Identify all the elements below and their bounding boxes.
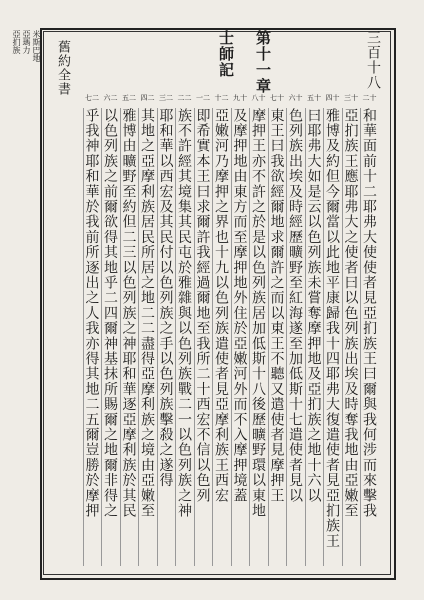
text-column: 乎我神耶和華於我前所逐出之人我亦得其地二五爾豈勝於摩押: [83, 108, 100, 519]
verse-number: 十九: [232, 94, 248, 101]
text-column: 曰耶弗大如是云以色列族未嘗奪摩押地及亞扪族之地十六以: [305, 108, 322, 504]
text-column: 雅博由曠野至約但二三以色列族之神耶和華逐亞摩利族於其民: [120, 108, 137, 519]
column-rule: [101, 108, 102, 566]
column-rule: [249, 108, 250, 566]
text-column: 以色列族之前爾欲得其地乎二四爾神基抹所賜爾之地爾非得之: [102, 108, 118, 519]
text-column: 和華面前十二耶弗大使使者見亞扪族王曰爾與我何涉而來擊我: [361, 108, 377, 519]
verse-number: 十五: [306, 94, 322, 101]
column-rule: [138, 108, 139, 566]
column-rule: [83, 108, 84, 566]
verse-number: 十七: [269, 94, 285, 101]
verse-number: 二三: [158, 94, 174, 101]
column-rule: [268, 108, 269, 566]
margin-note: 亞瑪力: [22, 30, 31, 54]
verse-number: 二二: [177, 94, 192, 101]
column-rule: [120, 108, 121, 566]
verse-number: 二四: [140, 94, 155, 101]
text-column: 亞扪族王應耶弗大之使者曰以色列族出埃及時奪我地由亞嫩至: [342, 108, 359, 519]
column-rule: [286, 108, 287, 566]
verse-number: 二七: [84, 94, 100, 101]
verse-number: 二六: [103, 94, 118, 101]
verse-number: 二十: [214, 94, 229, 101]
column-rule: [305, 108, 306, 566]
verse-number: 十六: [288, 94, 303, 101]
text-column: 雅博及約但今爾當以此地平康歸我十四耶弗大復遣使者見亞扪族王: [324, 108, 340, 549]
page-number: 三百十八: [365, 30, 381, 90]
column-rule: [212, 108, 213, 566]
verse-number: 十四: [325, 94, 340, 101]
text-column: 亞嫩河乃摩押之界也十九以色列族遣使者見亞摩利族王西宏: [213, 108, 229, 504]
text-column: 耶和華以西宏及其民付以色列族之手以色列族擊殺之遂得: [157, 108, 174, 488]
column-rule: [342, 108, 343, 566]
column-rule: [157, 108, 158, 566]
column-rule: [175, 108, 176, 566]
margin-note: 米斯巴地: [32, 30, 41, 62]
column-rule: [231, 108, 232, 566]
text-column: 即希實本王曰求爾許我經過爾地至我所二十西宏不信以色列: [194, 108, 211, 504]
verse-number: 二五: [121, 94, 137, 101]
text-column: 東王曰我欲經爾地求爾許之而以東王不聽又遣使者見摩押王: [268, 108, 285, 504]
book-title: 士師記: [217, 30, 235, 78]
text-column: 及摩押地由東方而至摩押地外住於亞嫩河外而不入摩押境蓋: [231, 108, 248, 504]
running-title: 舊約全書: [55, 40, 70, 96]
text-column: 色列族出埃及時經歷曠野至紅海遂至加低斯十七遣使者見以: [287, 108, 303, 504]
margin-note: 亞扪族: [12, 30, 21, 54]
column-rule: [360, 108, 361, 566]
verse-number: 十八: [251, 94, 266, 101]
column-rule: [323, 108, 324, 566]
verse-number-strip: [64, 94, 384, 106]
verse-number: 二一: [195, 94, 211, 101]
text-column: 摩押王亦不許之於是以色列族居加低斯十八後歷曠野環以東地: [250, 108, 266, 519]
chapter-heading: 第十一章: [254, 30, 272, 94]
text-column: 族不許經其境集其民屯於雅雜與以色列族戰二一以色列族之神: [176, 108, 192, 519]
column-rule: [194, 108, 195, 566]
text-column: 其地之亞摩利族居民所居之地二二盡得亞摩利族之境由亞嫩至: [139, 108, 155, 519]
verse-number: 十三: [343, 94, 359, 101]
verse-number: 十二: [362, 94, 377, 101]
